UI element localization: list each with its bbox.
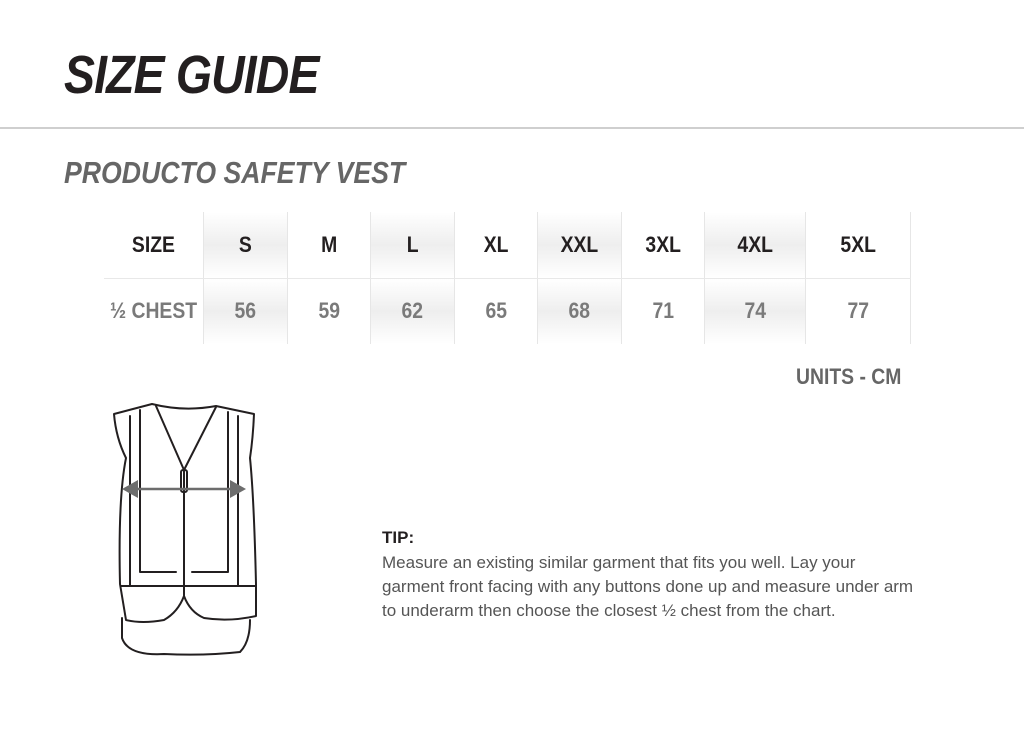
- safety-vest-icon: [104, 398, 268, 660]
- tip-block: [382, 528, 942, 623]
- size-cell: 5XL: [806, 212, 911, 278]
- size-cell: XXL: [538, 212, 622, 278]
- size-cell: S: [204, 212, 288, 278]
- size-cell: L: [371, 212, 455, 278]
- chest-cell: 65: [455, 278, 538, 344]
- chest-cell: 56: [204, 278, 288, 344]
- size-cell: XL: [455, 212, 538, 278]
- chest-cell: 71: [622, 278, 705, 344]
- tip-title: TIP:: [382, 528, 415, 547]
- size-row: [104, 212, 911, 278]
- chest-cell: 68: [538, 278, 622, 344]
- chest-cell: 59: [288, 278, 371, 344]
- size-cell: 3XL: [622, 212, 705, 278]
- tip-body: Measure an existing similar garment that fits you well. Lay your garment front facing with any buttons done up and measure under arm to underarm then choose the closest ½ chest from the chart.: [382, 553, 914, 620]
- product-title: PRODUCTO SAFETY VEST: [64, 155, 406, 190]
- size-table: [104, 212, 911, 344]
- chest-cell: 77: [806, 278, 911, 344]
- chest-row-label: ½ CHEST: [109, 298, 198, 324]
- page-title: SIZE GUIDE: [64, 45, 319, 105]
- chest-cell: 74: [705, 278, 806, 344]
- size-cell: 4XL: [705, 212, 806, 278]
- units-label: UNITS - CM: [796, 364, 902, 389]
- size-cell: M: [288, 212, 371, 278]
- chest-row: [104, 278, 911, 344]
- chest-cell: 62: [371, 278, 455, 344]
- title-divider: [0, 127, 1024, 129]
- size-row-label: SIZE: [104, 212, 204, 278]
